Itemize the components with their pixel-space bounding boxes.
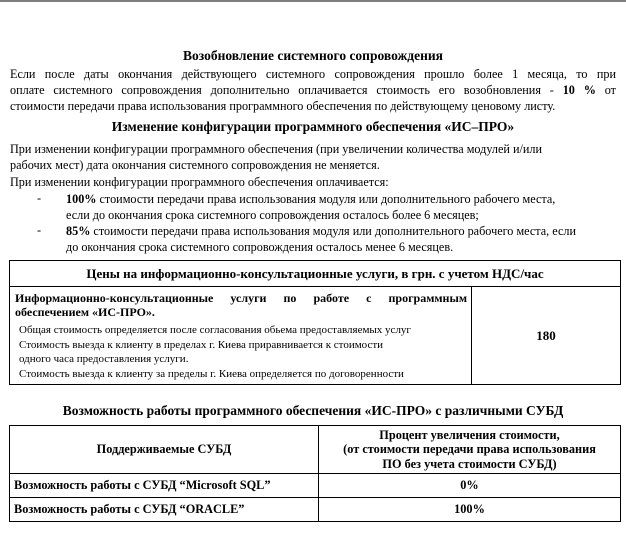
dbms-row-name: Возможность работы с СУБД “Microsoft SQL” bbox=[10, 474, 319, 498]
dbms-row-percent: 100% bbox=[319, 498, 621, 522]
service-title-line-1: Информационно-консультационные услуги по работе с программным bbox=[15, 291, 467, 305]
service-note-2-line-1: Стоимость выезда к клиенту в пределах г. Киева приравнивается к стоимости bbox=[19, 338, 384, 351]
bullet-2-line-2: до окончания срока системного сопровождения осталось менее 6 месяцев. bbox=[66, 240, 454, 254]
dbms-table bbox=[9, 425, 621, 522]
bullet-dash: - bbox=[37, 223, 42, 237]
dbms-title: Возможность работы программного обеспечения «ИС-ПРО» с различными СУБД bbox=[62, 403, 564, 418]
top-border-line bbox=[0, 0, 626, 2]
config-paragraph-1-line-1: При изменении конфигурации программного обеспечения (при увеличении количества модулей и/или bbox=[10, 142, 543, 156]
renewal-text-line-1: Если после даты окончания действующего системного сопровождения прошло более 1 месяца, то при bbox=[10, 67, 616, 81]
renewal-title: Возобновление системного сопровождения bbox=[183, 48, 443, 63]
service-note-3: Стоимость выезда к клиенту за пределы г. Киева определяется по договоренности bbox=[19, 367, 404, 380]
consulting-service-cell bbox=[10, 287, 472, 385]
bullet-2-line-1: 85% стоимости передачи права использования модуля или дополнительного рабочего места, если bbox=[66, 224, 576, 238]
config-paragraph-2: При изменении конфигурации программного обеспечения оплачивается: bbox=[10, 175, 389, 189]
service-title-line-2: обеспечением «ИС-ПРО». bbox=[15, 305, 155, 319]
dbms-col-header-name: Поддерживаемые СУБД bbox=[10, 426, 319, 474]
consulting-price-table bbox=[9, 260, 621, 385]
renewal-text-line-3: стоимости передачи права использования программного обеспечения по действующему ценовому листу. bbox=[10, 99, 556, 113]
config-title: Изменение конфигурации программного обеспечения «ИС–ПРО» bbox=[111, 119, 515, 134]
consulting-table-header: Цены на информационно-консультационные услуги, в грн. с учетом НДС/час bbox=[10, 261, 621, 287]
consulting-price-value: 180 bbox=[472, 287, 621, 385]
service-note-2-line-2: одного часа предоставления услуги. bbox=[19, 353, 189, 365]
dbms-col-header-percent: Процент увеличения стоимости, (от стоимости передачи права использования ПО без учета стоимости СУБД) bbox=[319, 426, 621, 474]
renewal-percent: 10 % bbox=[562, 83, 596, 97]
service-note-1: Общая стоимость определяется после согласования обьема предоставляемых услуг bbox=[19, 324, 411, 336]
config-paragraph-1-line-2: рабочих мест) дата окончания системного сопровождения не меняется. bbox=[10, 158, 380, 172]
bullet-1-line-1: 100% стоимости передачи права использования модуля или дополнительного рабочего места, bbox=[66, 192, 556, 206]
bullet-dash: - bbox=[37, 191, 42, 205]
dbms-row-percent: 0% bbox=[319, 474, 621, 498]
dbms-row-name: Возможность работы с СУБД “ORACLE” bbox=[10, 498, 319, 522]
renewal-text-line-2: оплате системного сопровождения дополнительно оплачивается стоимость его возобновления - 10 % от bbox=[10, 83, 617, 97]
bullet-1-line-2: если до окончания срока системного сопровождения осталось более 6 месяцев; bbox=[66, 208, 479, 222]
